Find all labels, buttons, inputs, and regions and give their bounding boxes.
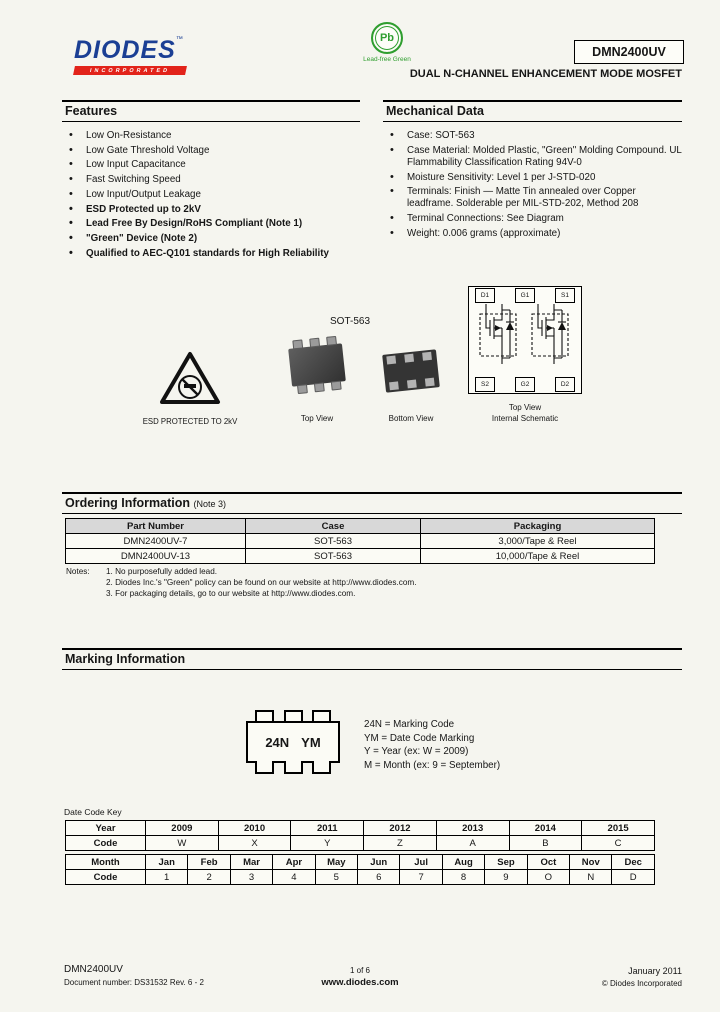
table-row	[66, 534, 655, 549]
code-cell: O	[527, 870, 569, 885]
mechanical-item	[383, 228, 682, 240]
feature-item	[62, 159, 360, 171]
feature-text: Fast Switching Speed	[86, 174, 181, 186]
year-header: Year	[66, 821, 146, 836]
feature-text: Lead Free By Design/RoHS Compliant (Note 1)	[86, 218, 303, 230]
code-cell: 3	[230, 870, 272, 885]
footer-part-number: DMN2400UV	[64, 964, 123, 975]
mechanical-text: Case: SOT-563	[407, 130, 475, 141]
ordering-table-header-row	[66, 519, 655, 534]
mechanical-text: Moisture Sensitivity: Level 1 per J-STD-020	[407, 171, 596, 183]
month-cell: Sep	[485, 855, 527, 870]
feature-item	[62, 233, 360, 245]
code-cell: A	[436, 836, 509, 851]
legend-line: YM = Date Code Marking	[364, 732, 475, 744]
package-pad	[404, 354, 414, 363]
feature-text: Low On-Resistance	[86, 130, 172, 141]
schematic-caption	[455, 402, 595, 424]
packaging-cell: 3,000/Tape & Reel	[421, 534, 655, 549]
package-pad	[386, 356, 396, 365]
pin-label: G2	[515, 377, 535, 392]
package-pin	[292, 339, 303, 349]
diodes-incorporated-bar: INCORPORATED	[73, 66, 187, 75]
marking-bottom-pins	[255, 761, 331, 774]
footer-right	[602, 966, 682, 988]
code-header: Code	[66, 870, 146, 885]
column-header-part-number: Part Number	[66, 519, 246, 534]
package-pin	[312, 761, 331, 774]
package-name-label: SOT-563	[330, 316, 371, 327]
month-cell: Mar	[230, 855, 272, 870]
footer-center	[260, 966, 460, 988]
mechanical-item	[383, 186, 682, 210]
marking-information-section	[62, 648, 682, 670]
year-cell: 2009	[146, 821, 219, 836]
mechanical-item	[383, 213, 682, 225]
part-number-cell: DMN2400UV-13	[66, 549, 246, 564]
sot563-bottom-view-icon	[382, 349, 440, 392]
features-list	[62, 130, 360, 260]
part-number-box	[574, 40, 684, 64]
code-cell: X	[218, 836, 291, 851]
feature-item	[62, 218, 360, 230]
code-cell: 8	[442, 870, 484, 885]
month-code-row	[66, 870, 655, 885]
esd-caption: ESD PROTECTED TO 2kV	[142, 417, 238, 426]
diodes-logo	[74, 36, 186, 75]
document-title: DUAL N-CHANNEL ENHANCEMENT MODE MOSFET	[409, 68, 682, 80]
note-line: 1. No purposefully added lead.	[106, 567, 218, 576]
footer-page-number: 1 of 6	[349, 966, 370, 975]
code-cell: 1	[146, 870, 188, 885]
package-pin	[331, 381, 342, 391]
esd-triangle-icon	[159, 350, 221, 406]
month-code-table	[65, 854, 655, 885]
pin-label: D2	[555, 377, 575, 392]
code-cell: Y	[291, 836, 364, 851]
marking-information-title: Marking Information	[65, 652, 186, 666]
mechanical-item	[383, 130, 682, 142]
trademark-symbol: ™	[175, 36, 183, 43]
column-header-case: Case	[246, 519, 421, 534]
feature-item	[62, 189, 360, 201]
schematic-top-pins	[475, 288, 575, 303]
feature-item	[62, 130, 360, 142]
part-number-cell: DMN2400UV-7	[66, 534, 246, 549]
legend-line: 24N = Marking Code	[364, 719, 455, 730]
month-cell: Dec	[612, 855, 655, 870]
month-cell: Apr	[273, 855, 315, 870]
ordering-information-heading	[62, 492, 682, 514]
feature-text: Low Input Capacitance	[86, 159, 186, 171]
mechanical-item	[383, 172, 682, 184]
internal-schematic	[468, 286, 582, 394]
mechanical-text: Weight: 0.006 grams (approximate)	[407, 227, 561, 239]
package-bottom-view-drawing	[376, 352, 446, 390]
package-pin	[314, 382, 325, 392]
package-top-view-drawing	[282, 346, 352, 384]
package-pin	[309, 338, 320, 348]
code-cell: 9	[485, 870, 527, 885]
feature-item	[62, 248, 360, 260]
diodes-logo-row	[74, 36, 186, 65]
schematic-caption-line1: Top View	[508, 403, 542, 412]
footer-left	[64, 964, 204, 987]
mechanical-data-heading	[383, 100, 682, 122]
schematic-bottom-pins	[475, 377, 575, 392]
case-cell: SOT-563	[246, 549, 421, 564]
schematic-caption-line2: Internal Schematic	[491, 414, 559, 424]
package-pin	[297, 384, 308, 394]
table-row	[66, 549, 655, 564]
package-pad	[407, 380, 417, 389]
mechanical-text: Terminal Connections: See Diagram	[407, 213, 564, 225]
month-row	[66, 855, 655, 870]
code-cell: B	[509, 836, 582, 851]
year-cell: 2014	[509, 821, 582, 836]
year-cell: 2010	[218, 821, 291, 836]
mechanical-text: Terminals: Finish — Matte Tin annealed over Copper leadframe. Solderable per MIL-STD-202, Method 208	[407, 186, 639, 210]
footer-document-number: Document number: DS31532 Rev. 6 - 2	[64, 978, 204, 987]
notes-block	[66, 566, 626, 599]
pin-label: S2	[475, 377, 495, 392]
ordering-table	[65, 518, 655, 564]
part-number: DMN2400UV	[592, 45, 666, 59]
marking-code-area	[246, 721, 340, 763]
dual-mosfet-schematic-drawing	[472, 304, 576, 364]
code-cell: N	[570, 870, 612, 885]
package-pin	[255, 761, 274, 774]
features-section	[62, 100, 360, 263]
diodes-wordmark: DIODES	[74, 36, 176, 64]
month-cell: Nov	[570, 855, 612, 870]
code-cell: W	[146, 836, 219, 851]
top-view-caption: Top View	[300, 414, 334, 423]
month-cell: Jan	[146, 855, 188, 870]
feature-text: Low Gate Threshold Voltage	[86, 144, 210, 156]
pb-free-icon	[371, 22, 403, 54]
legend-line: Y = Year (ex: W = 2009)	[364, 746, 469, 757]
feature-item	[62, 204, 360, 216]
ordering-note-ref: (Note 3)	[193, 499, 226, 509]
code-cell: 5	[315, 870, 357, 885]
code-header: Code	[66, 836, 146, 851]
year-cell: 2013	[436, 821, 509, 836]
pin-label: D1	[475, 288, 495, 303]
year-code-table	[65, 820, 655, 851]
month-cell: Jun	[358, 855, 400, 870]
feature-text: "Green" Device (Note 2)	[86, 233, 198, 245]
code-cell: D	[612, 870, 655, 885]
notes-label: Notes:	[66, 567, 90, 576]
month-cell: Oct	[527, 855, 569, 870]
code-cell: C	[582, 836, 655, 851]
bottom-view-caption: Bottom View	[388, 414, 434, 423]
leadfree-caption: Lead-free Green	[363, 56, 411, 63]
marking-legend	[364, 718, 500, 772]
year-cell: 2015	[582, 821, 655, 836]
code-cell: Z	[364, 836, 437, 851]
package-pad	[422, 352, 432, 361]
year-row	[66, 821, 655, 836]
code-cell: 4	[273, 870, 315, 885]
package-pad	[425, 378, 435, 387]
ordering-information-section	[62, 492, 682, 514]
feature-text: ESD Protected up to 2kV	[86, 203, 201, 215]
pb-label: Pb	[379, 32, 395, 44]
column-header-packaging: Packaging	[421, 519, 655, 534]
feature-text: Qualified to AEC-Q101 standards for High Reliability	[86, 247, 329, 259]
marking-information-heading	[62, 648, 682, 670]
case-cell: SOT-563	[246, 534, 421, 549]
footer-copyright: © Diodes Incorporated	[601, 979, 682, 988]
note-line: 2. Diodes Inc.'s "Green" policy can be found on our website at http://www.diodes.com.	[106, 578, 417, 588]
features-heading	[62, 100, 360, 122]
year-code-row	[66, 836, 655, 851]
mechanical-data-section	[383, 100, 682, 243]
month-cell: Jul	[400, 855, 442, 870]
mechanical-text: Case Material: Molded Plastic, "Green" Molding Compound. UL Flammability Classification Rating 94V-0	[407, 144, 682, 168]
leadfree-mark	[350, 22, 424, 63]
date-code-key-label: Date Code Key	[64, 807, 122, 817]
packaging-cell: 10,000/Tape & Reel	[421, 549, 655, 564]
marking-package-drawing	[246, 710, 340, 774]
marking-code: 24N	[265, 734, 290, 750]
month-cell: May	[315, 855, 357, 870]
legend-line: M = Month (ex: 9 = September)	[364, 759, 501, 771]
code-cell: 6	[358, 870, 400, 885]
month-header: Month	[66, 855, 146, 870]
package-pad	[389, 381, 399, 390]
month-cell: Feb	[188, 855, 230, 870]
ordering-information-title: Ordering Information	[65, 496, 190, 510]
mechanical-item	[383, 145, 682, 169]
mechanical-data-title: Mechanical Data	[386, 104, 484, 118]
note-line: 3. For packaging details, go to our website at http://www.diodes.com.	[106, 589, 356, 599]
code-cell: 7	[400, 870, 442, 885]
package-pin	[284, 761, 303, 774]
package-pin	[326, 336, 337, 346]
sot563-top-view-icon	[288, 343, 346, 386]
esd-protection-mark	[130, 350, 250, 426]
mechanical-data-list	[383, 130, 682, 240]
features-title: Features	[65, 104, 118, 118]
pin-label: G1	[515, 288, 535, 303]
feature-item	[62, 145, 360, 157]
code-cell: 2	[188, 870, 230, 885]
footer-date: January 2011	[628, 966, 682, 976]
feature-text: Low Input/Output Leakage	[86, 188, 201, 200]
month-cell: Aug	[442, 855, 484, 870]
feature-item	[62, 174, 360, 186]
footer-website-link[interactable]: www.diodes.com	[321, 977, 399, 988]
year-cell: 2011	[291, 821, 364, 836]
date-code: YM	[301, 734, 321, 750]
pin-label: S1	[555, 288, 575, 303]
year-cell: 2012	[364, 821, 437, 836]
notes-items	[106, 566, 626, 599]
